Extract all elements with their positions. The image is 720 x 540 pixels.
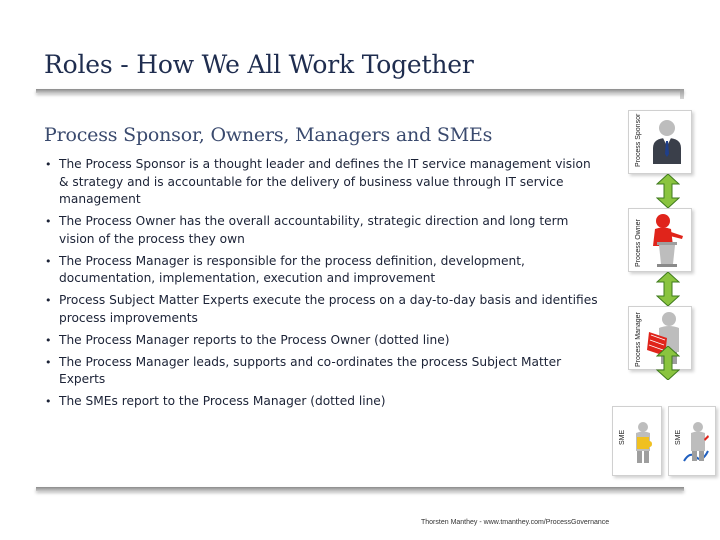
bullet-text: The Process Sponsor is a thought leader and defines the IT service management vision & strategy and is accountable for the delivery of business value through IT service management	[59, 157, 591, 206]
top-divider	[36, 89, 684, 93]
section-subtitle: Process Sponsor, Owners, Managers and SMEs	[44, 124, 493, 146]
bottom-divider	[36, 487, 684, 491]
double-arrow-icon	[656, 346, 680, 380]
bullet-dot-icon: •	[45, 395, 52, 408]
double-arrow-icon	[656, 174, 680, 208]
bullet-dot-icon: •	[45, 333, 52, 347]
bullet-item	[44, 253, 604, 288]
bullet-dot-icon: •	[45, 158, 52, 171]
bullet-dot-icon: •	[45, 215, 52, 228]
owner-card	[628, 208, 692, 272]
bullet-item	[44, 156, 604, 209]
sponsor-card	[628, 110, 692, 174]
bullet-text: Process Subject Matter Experts execute the process on a day-to-day basis and identifies process improvements	[59, 293, 598, 325]
sme-puzzle-icon	[627, 421, 659, 465]
sponsor-figure-icon	[645, 116, 689, 168]
owner-label: Process Owner	[635, 219, 642, 267]
owner-figure-icon	[643, 212, 689, 268]
sme-card	[612, 406, 662, 476]
sme-label: SME	[675, 429, 682, 445]
bullet-text: The Process Manager reports to the Process Owner (dotted line)	[59, 332, 450, 347]
bullet-item	[44, 292, 604, 327]
bullet-dot-icon: •	[45, 355, 52, 369]
bullet-dot-icon: •	[45, 294, 52, 307]
bullet-text: The Process Manager is responsible for the process definition, development, documentation, implementation, execution and improvement	[59, 253, 525, 285]
footer-credit: Thorsten Manthey - www.tmanthey.com/ProcessGovernance	[421, 519, 610, 526]
bullet-item	[44, 354, 604, 389]
bullet-text: The SMEs report to the Process Manager (dotted line)	[59, 394, 386, 408]
slide-title: Roles - How We All Work Together	[44, 50, 474, 79]
bullet-item	[44, 393, 604, 411]
top-divider-end	[680, 89, 684, 99]
manager-label: Process Manager	[635, 312, 642, 367]
bullet-text: The Process Manager leads, supports and co-ordinates the process Subject Matter Experts	[59, 354, 562, 386]
sponsor-label: Process Sponsor	[635, 113, 642, 167]
sme-label: SME	[619, 429, 626, 445]
bullet-item	[44, 213, 604, 248]
bullet-item	[44, 332, 604, 350]
sme-pen-icon	[682, 421, 712, 465]
double-arrow-icon	[656, 272, 680, 306]
bullet-list	[44, 156, 604, 415]
bullet-text: The Process Owner has the overall accountability, strategic direction and long term vision of the process they own	[59, 214, 569, 246]
sme-card	[668, 406, 716, 476]
bullet-dot-icon: •	[45, 254, 52, 268]
